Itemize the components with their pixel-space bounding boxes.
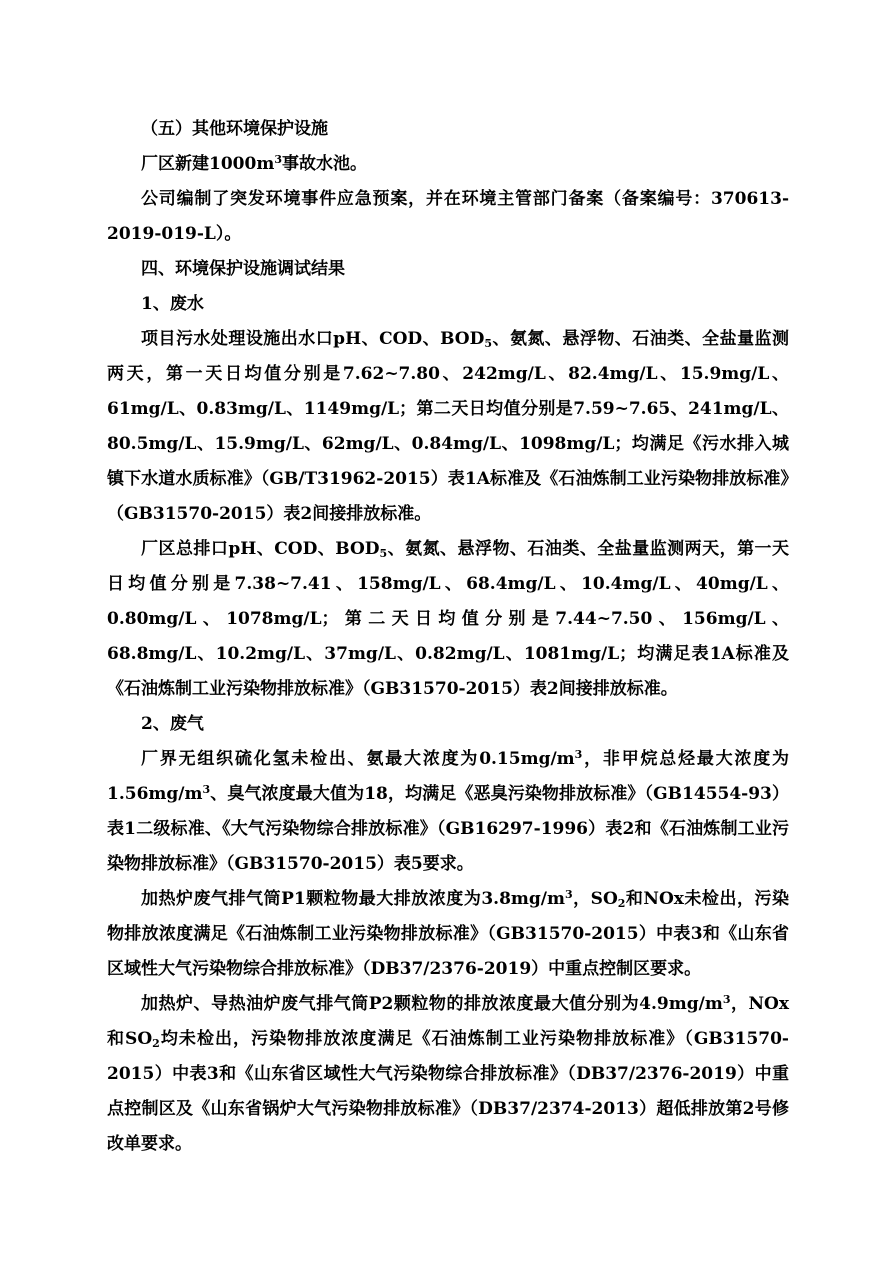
subscript: 5: [379, 547, 388, 560]
text-run: 厂区总排口pH、COD、BOD: [141, 539, 380, 559]
text-run: 厂区新建1000m: [141, 154, 275, 174]
text-run: 、氨氮、悬浮物、石油类、全盐量监测两天，第一天日均值分别是7.38~7.41、158mg/L、68.4mg/L、10.4mg/L、40mg/L、0.80mg/L、1078mg/L；第二天日均值分别是7.44~7.50、156mg/L、68.8mg/L、10.2mg/L、37mg/L、0.82mg/L、1081mg/L；均满足表1A标准及《石油炼制工业污染物排放标准》（GB31570-2015）表2间接排放标准。: [107, 539, 790, 699]
subscript: 2: [617, 897, 626, 910]
waste-gas-heading: 2、废气: [141, 714, 204, 734]
superscript: 3: [564, 888, 573, 901]
section-five-paragraph-2: 公司编制了突发环境事件应急预案，并在环境主管部门备案（备案编号：370613-2019-019-L）。: [107, 189, 789, 244]
wastewater-heading: 1、废水: [141, 294, 204, 314]
subscript: 2: [152, 1037, 160, 1050]
text-run: ，SO: [572, 889, 618, 909]
superscript: 3: [202, 783, 211, 796]
section-five-paragraph-1: [107, 147, 789, 182]
superscript: 3: [722, 993, 731, 1006]
text-run: ，NOx和SO: [107, 994, 789, 1049]
waste-gas-paragraph-1: [107, 742, 789, 882]
text-run: 厂界无组织硫化氢未检出、氨最大浓度为0.15mg/m: [141, 749, 575, 769]
text-run: 、氨氮、悬浮物、石油类、全盐量监测两天，第一天日均值分别是7.62~7.80、242mg/L、82.4mg/L、15.9mg/L、61mg/L、0.83mg/L、1149mg/L；第二天日均值分别是7.59~7.65、241mg/L、80.5mg/L、15.9mg/L、62mg/L、0.84mg/L、1098mg/L；均满足《污水排入城镇下水道水质标准》（GB/T31962-2015）表1A标准及《石油炼制工业污染物排放标准》（GB31570-2015）表2间接排放标准。: [107, 329, 790, 524]
wastewater-paragraph-1: [107, 322, 789, 532]
superscript: 3: [274, 153, 282, 166]
text-run: 和NOx未检出，污染物排放浓度满足《石油炼制工业污染物排放标准》（GB31570-2015）中表3和《山东省区域性大气污染物综合排放标准》（DB37/2376-2019）中重点控制区要求。: [107, 889, 789, 979]
document-body: [107, 112, 789, 1162]
subscript: 5: [484, 337, 492, 350]
waste-gas-paragraph-3: [107, 987, 789, 1162]
section-five-heading: （五）其他环境保护设施: [141, 119, 328, 139]
superscript: 3: [574, 748, 583, 761]
text-run: 加热炉、导热油炉废气排气筒P2颗粒物的排放浓度最大值分别为4.9mg/m: [141, 994, 723, 1014]
wastewater-paragraph-2: [107, 532, 789, 707]
text-run: 、臭气浓度最大值为18，均满足《恶臭污染物排放标准》（GB14554-93）表1二级标准、《大气污染物综合排放标准》（GB16297-1996）表2和《石油炼制工业污染物排放标准》（GB31570-2015）表5要求。: [107, 784, 789, 874]
text-run: ，非甲烷总烃最大浓度为1.56mg/m: [107, 749, 789, 804]
section-four-heading: 四、环境保护设施调试结果: [141, 259, 345, 279]
text-run: 事故水池。: [281, 154, 367, 174]
text-run: 加热炉废气排气筒P1颗粒物最大排放浓度为3.8mg/m: [141, 889, 565, 909]
waste-gas-paragraph-2: [107, 882, 789, 987]
text-run: 项目污水处理设施出水口pH、COD、BOD: [141, 329, 485, 349]
text-run: 均未检出，污染物排放浓度满足《石油炼制工业污染物排放标准》（GB31570-2015）中表3和《山东省区域性大气污染物综合排放标准》（DB37/2376-2019）中重点控制区及《山东省锅炉大气污染物排放标准》（DB37/2374-2013）超低排放第2号修改单要求。: [107, 1029, 789, 1154]
